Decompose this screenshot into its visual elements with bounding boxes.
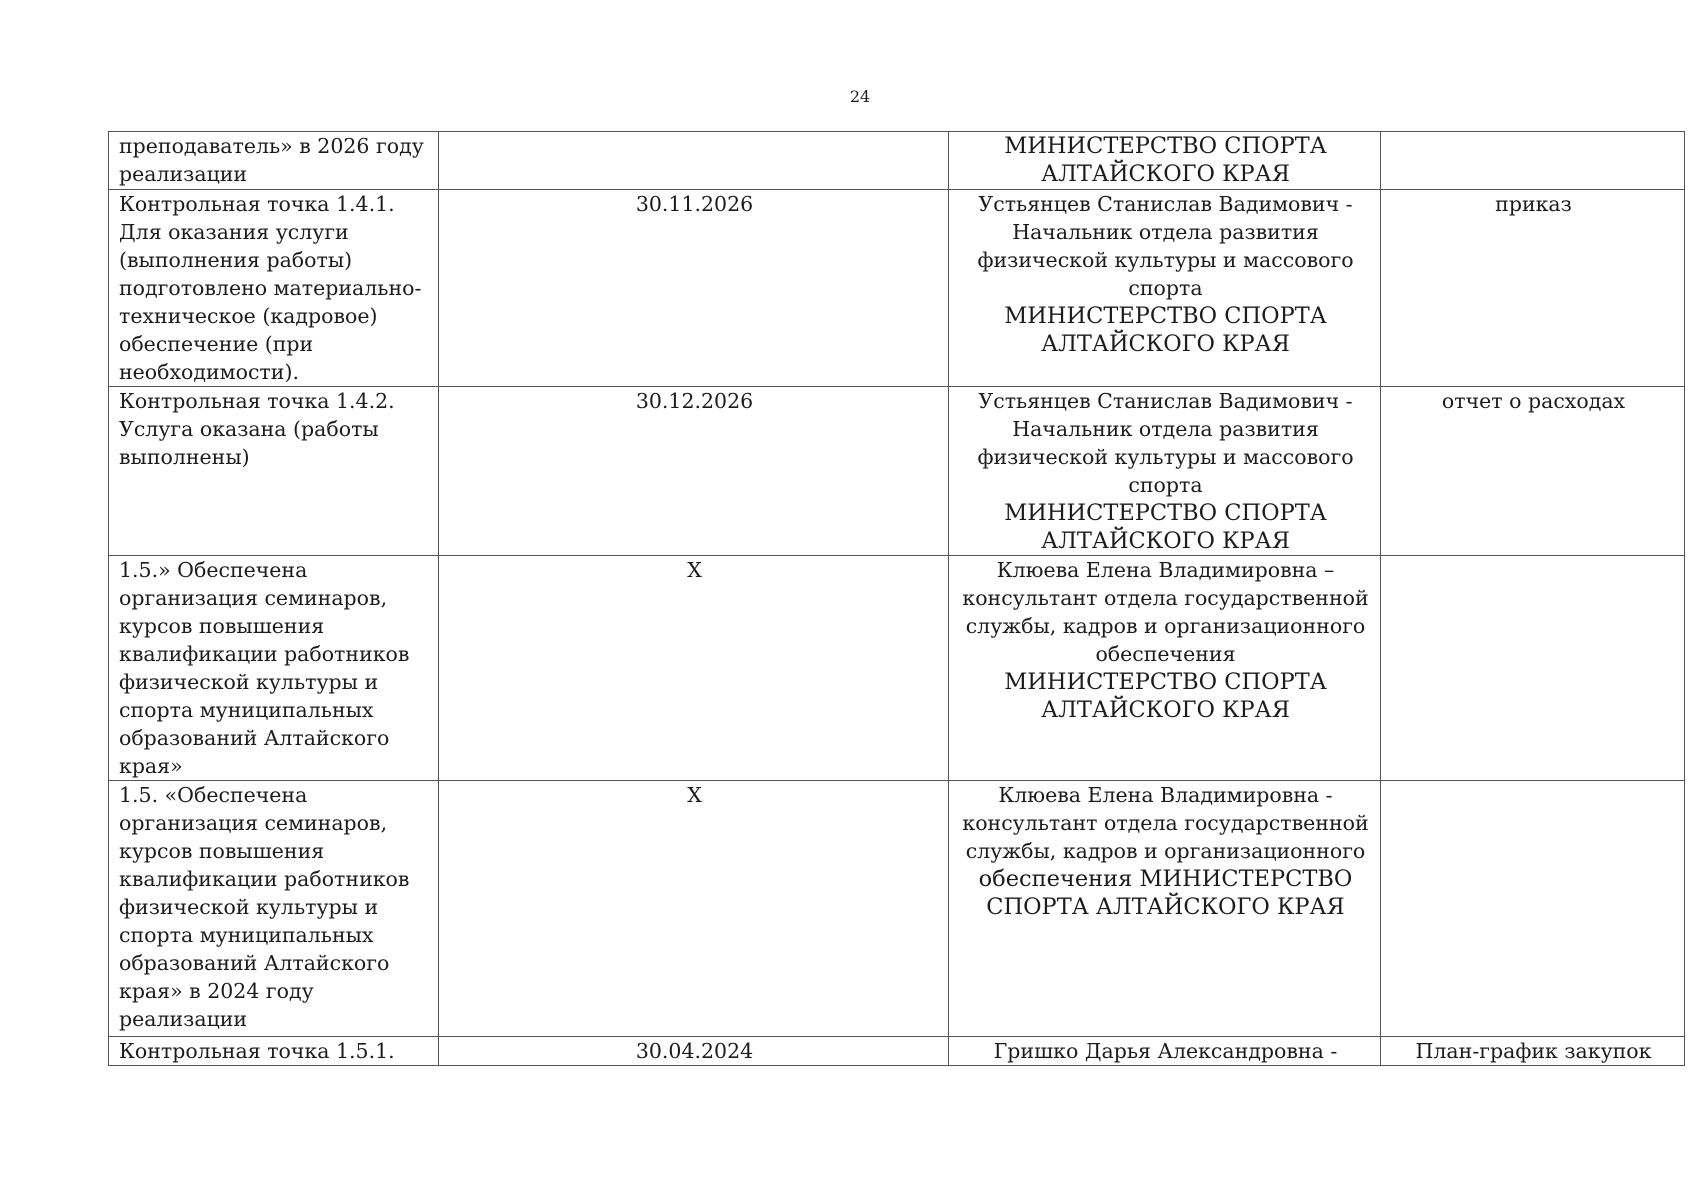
name-line: реализации <box>119 1007 248 1031</box>
ministry-line: МИНИСТЕРСТВО СПОРТА <box>1004 133 1327 159</box>
name-line: 1.5. «Обеспечена <box>119 783 308 807</box>
ministry-line: МИНИСТЕРСТВО СПОРТА <box>1004 303 1327 329</box>
cell-name <box>109 1037 439 1066</box>
responsible-line: обеспечения <box>1095 642 1236 666</box>
name-line: реализации <box>119 162 248 186</box>
cell-document: приказ <box>1381 190 1685 387</box>
cell-date: Х <box>439 781 949 1037</box>
name-line: Услуга оказана (работы <box>119 417 379 441</box>
cell-name <box>109 556 439 781</box>
cell-date: 30.12.2026 <box>439 387 949 556</box>
responsible-line: Начальник отдела развития <box>1012 220 1319 244</box>
name-line: подготовлено материально- <box>119 276 422 300</box>
cell-responsible <box>949 556 1381 781</box>
name-line: выполнены) <box>119 445 250 469</box>
responsible-line: Гришко Дарья Александровна - <box>993 1039 1338 1063</box>
name-line: Контрольная точка 1.5.1. <box>119 1039 395 1063</box>
table-row <box>109 1037 1685 1066</box>
table-row <box>109 556 1685 781</box>
cell-responsible <box>949 387 1381 556</box>
cell-date: Х <box>439 556 949 781</box>
name-line: курсов повышения <box>119 614 325 638</box>
name-line: образований Алтайского <box>119 726 390 750</box>
responsible-line: физической культуры и массового <box>977 248 1354 272</box>
table-row <box>109 132 1685 190</box>
name-line: 1.5.» Обеспечена <box>119 558 308 582</box>
responsible-line: консультант отдела государственной <box>962 586 1369 610</box>
responsible-line: физической культуры и массового <box>977 445 1354 469</box>
name-line: спорта муниципальных <box>119 923 374 947</box>
table-row <box>109 781 1685 1037</box>
name-line: (выполнения работы) <box>119 248 353 272</box>
name-line: края» в 2024 году <box>119 979 314 1003</box>
ministry-line: СПОРТА АЛТАЙСКОГО КРАЯ <box>986 894 1345 920</box>
responsible-line: Устьянцев Станислав Вадимович - <box>978 389 1353 413</box>
table-row <box>109 387 1685 556</box>
name-line: техническое (кадровое) <box>119 304 378 328</box>
name-line: организация семинаров, <box>119 586 388 610</box>
cell-name <box>109 387 439 556</box>
name-line: курсов повышения <box>119 839 325 863</box>
page-number: 24 <box>849 87 871 106</box>
responsible-line: Устьянцев Станислав Вадимович - <box>978 192 1353 216</box>
name-line: организация семинаров, <box>119 811 388 835</box>
name-line: физической культуры и <box>119 670 379 694</box>
responsible-line: Клюева Елена Владимировна – <box>996 558 1335 582</box>
name-line: спорта муниципальных <box>119 698 374 722</box>
cell-name <box>109 132 439 190</box>
cell-document <box>1381 132 1685 190</box>
responsible-line: спорта <box>1128 276 1203 300</box>
ministry-line: АЛТАЙСКОГО КРАЯ <box>1041 528 1290 554</box>
name-line: края» <box>119 754 183 778</box>
ministry-line: АЛТАЙСКОГО КРАЯ <box>1041 697 1290 723</box>
name-line: квалификации работников <box>119 642 410 666</box>
cell-responsible <box>949 190 1381 387</box>
name-line: необходимости). <box>119 360 299 384</box>
cell-responsible <box>949 781 1381 1037</box>
table-body <box>109 132 1685 1066</box>
name-line: обеспечение (при <box>119 332 314 356</box>
responsible-line: спорта <box>1128 473 1203 497</box>
responsible-line: консультант отдела государственной <box>962 811 1369 835</box>
name-line: Контрольная точка 1.4.1. <box>119 192 395 216</box>
cell-date: 30.04.2024 <box>439 1037 949 1066</box>
cell-date <box>439 132 949 190</box>
responsible-line: службы, кадров и организационного <box>965 614 1366 638</box>
name-line: физической культуры и <box>119 895 379 919</box>
cell-responsible <box>949 132 1381 190</box>
cell-document <box>1381 781 1685 1037</box>
name-line: квалификации работников <box>119 867 410 891</box>
name-line: образований Алтайского <box>119 951 390 975</box>
ministry-line: МИНИСТЕРСТВО СПОРТА <box>1004 500 1327 526</box>
responsible-line: Клюева Елена Владимировна - <box>998 783 1333 807</box>
plan-table <box>108 131 1685 1066</box>
ministry-line: обеспечения МИНИСТЕРСТВО <box>978 866 1353 892</box>
cell-name <box>109 781 439 1037</box>
cell-responsible <box>949 1037 1381 1066</box>
ministry-line: МИНИСТЕРСТВО СПОРТА <box>1004 669 1327 695</box>
cell-document <box>1381 556 1685 781</box>
name-line: Для оказания услуги <box>119 220 349 244</box>
name-line: преподаватель» в 2026 году <box>119 134 424 158</box>
responsible-line: службы, кадров и организационного <box>965 839 1366 863</box>
cell-document: отчет о расходах <box>1381 387 1685 556</box>
cell-document: План-график закупок <box>1381 1037 1685 1066</box>
responsible-line: Начальник отдела развития <box>1012 417 1319 441</box>
cell-date: 30.11.2026 <box>439 190 949 387</box>
cell-name <box>109 190 439 387</box>
ministry-line: АЛТАЙСКОГО КРАЯ <box>1041 161 1290 187</box>
name-line: Контрольная точка 1.4.2. <box>119 389 395 413</box>
table-row <box>109 190 1685 387</box>
ministry-line: АЛТАЙСКОГО КРАЯ <box>1041 331 1290 357</box>
